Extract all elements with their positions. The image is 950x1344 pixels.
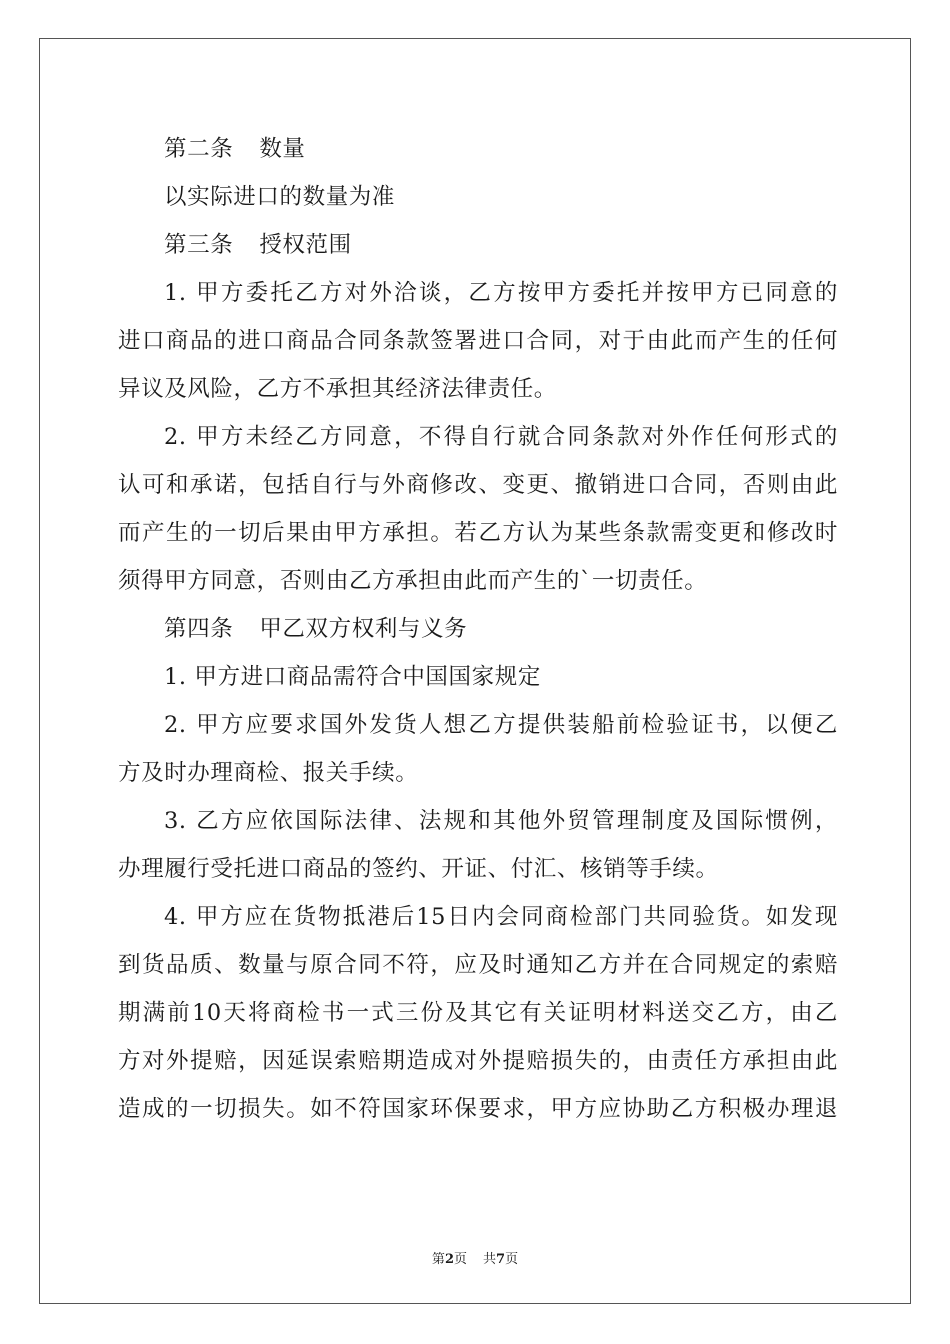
footer-page-prefix: 第 (431, 1252, 445, 1267)
paragraph-line: 认可和承诺，包括自行与外商修改、变更、撤销进口合同，否则由此 (118, 472, 838, 498)
paragraph-line: 须得甲方同意，否则由乙方承担由此而产生的`一切责任。 (118, 568, 708, 594)
paragraph-line: 造成的一切损失。如不符国家环保要求，甲方应协助乙方积极办理退 (118, 1096, 838, 1122)
paragraph-line: 进口商品的进口商品合同条款签署进口合同，对于由此而产生的任何 (118, 328, 838, 354)
paragraph-line: 方对外提赔，因延误索赔期造成对外提赔损失的，由责任方承担由此 (118, 1048, 838, 1074)
paragraph-line: 期满前10天将商检书一式三份及其它有关证明材料送交乙方，由乙 (118, 1000, 838, 1026)
footer-total-prefix: 共 (483, 1252, 497, 1267)
paragraph-line: 4. 甲方应在货物抵港后15日内会同商检部门共同验货。如发现 (164, 904, 838, 930)
paragraph-line: 而产生的一切后果由甲方承担。若乙方认为某些条款需变更和修改时 (118, 520, 838, 546)
paragraph-line: 以实际进口的数量为准 (164, 184, 396, 210)
article-heading: 第三条 授权范围 (164, 232, 352, 258)
paragraph-line: 3. 乙方应依国际法律、法规和其他外贸管理制度及国际惯例， (164, 808, 838, 834)
footer-page-suffix: 页 (453, 1252, 467, 1267)
paragraph-line: 1. 甲方进口商品需符合中国国家规定 (164, 664, 541, 690)
paragraph-line: 2. 甲方应要求国外发货人想乙方提供装船前检验证书，以便乙 (164, 712, 838, 738)
paragraph-line: 2. 甲方未经乙方同意，不得自行就合同条款对外作任何形式的 (164, 424, 838, 450)
article-heading: 第二条 数量 (164, 136, 306, 162)
footer-total-suffix: 页 (505, 1252, 519, 1267)
paragraph-line: 方及时办理商检、报关手续。 (118, 760, 419, 786)
total-page-count: 7 (496, 1252, 506, 1267)
current-page-number: 2 (444, 1252, 454, 1267)
article-heading: 第四条 甲乙双方权利与义务 (164, 616, 468, 642)
paragraph-line: 异议及风险，乙方不承担其经济法律责任。 (118, 376, 557, 402)
document-body (118, 128, 838, 1136)
paragraph-line: 办理履行受托进口商品的签约、开证、付汇、核销等手续。 (118, 856, 719, 882)
paragraph-line: 1. 甲方委托乙方对外洽谈，乙方按甲方委托并按甲方已同意的 (164, 280, 838, 306)
paragraph-line: 到货品质、数量与原合同不符，应及时通知乙方并在合同规定的索赔 (118, 952, 838, 978)
page-footer (0, 1248, 950, 1267)
